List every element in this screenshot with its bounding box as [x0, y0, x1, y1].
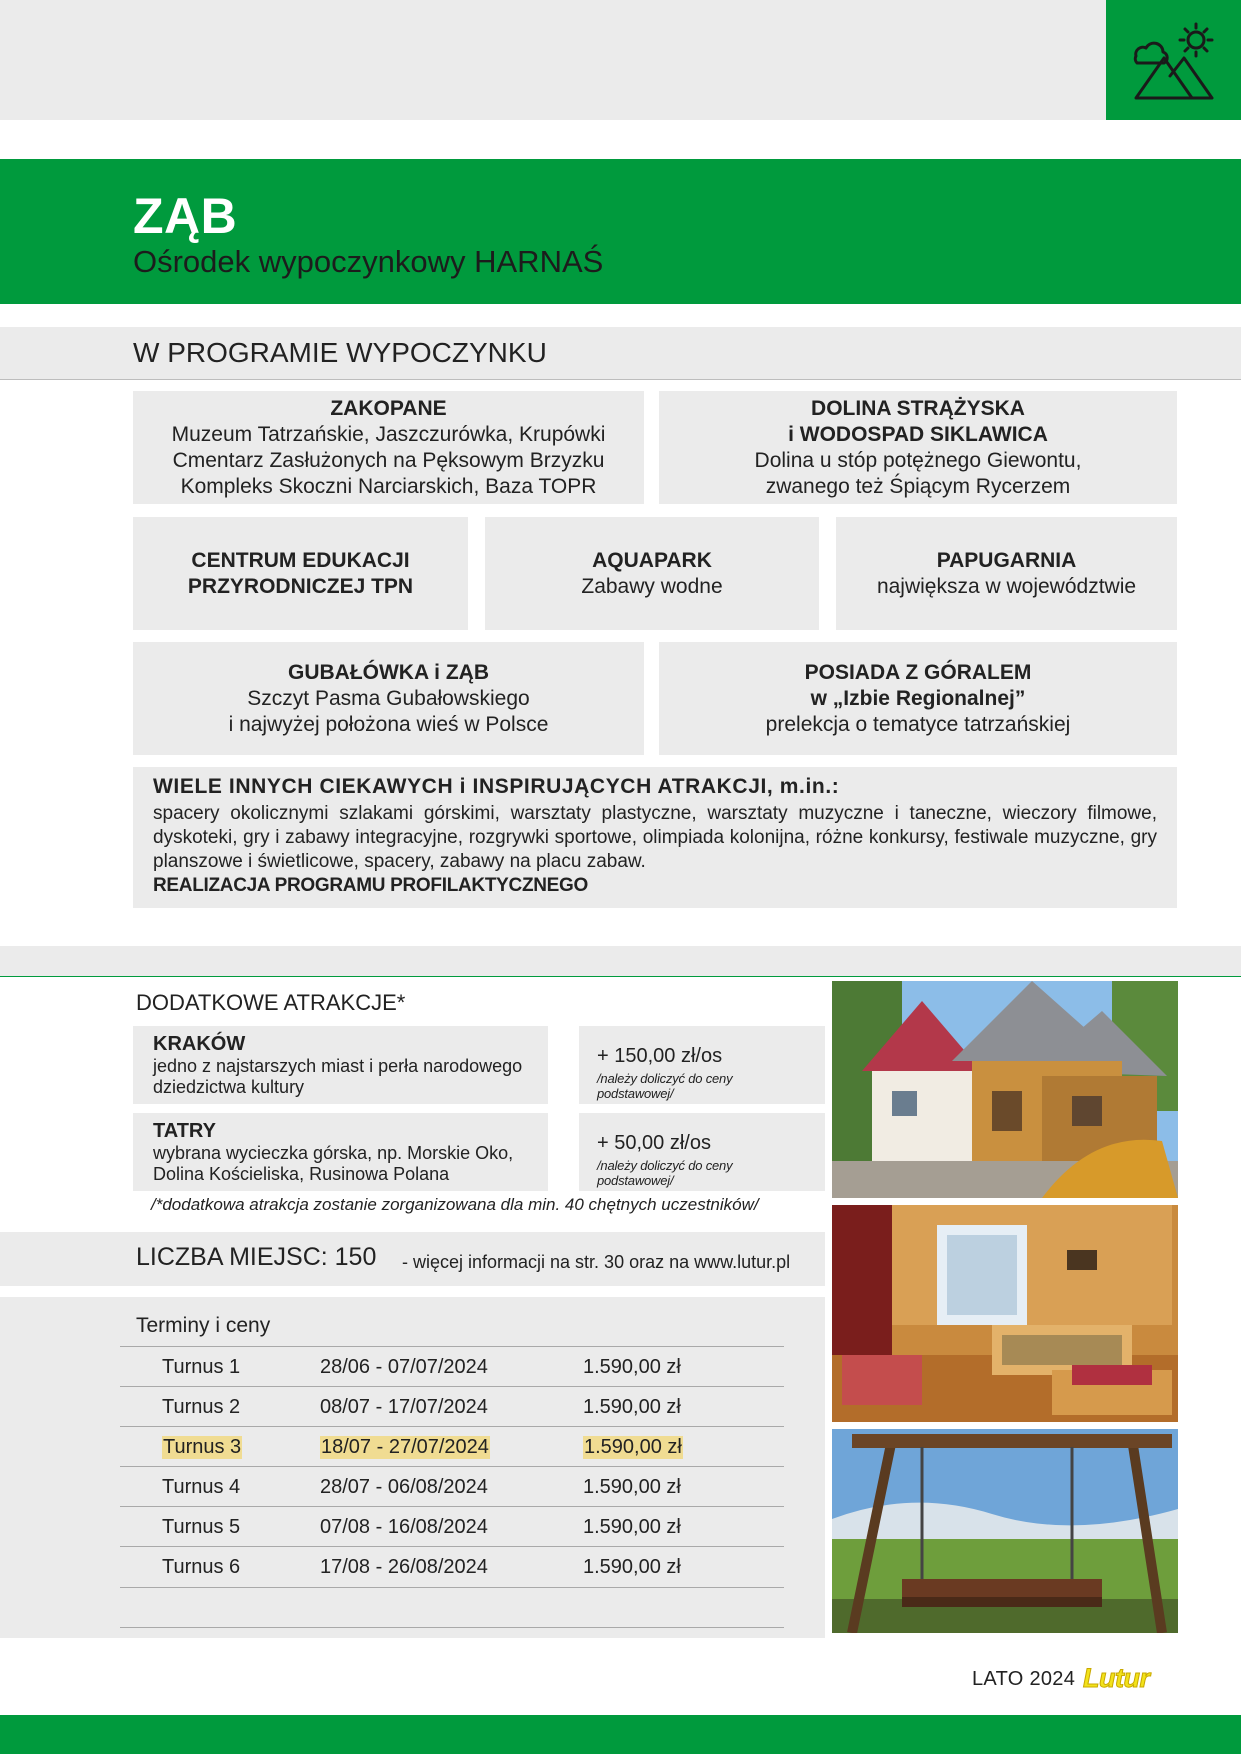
card-line: Szczyt Pasma Gubałowskiego	[247, 686, 530, 710]
photo-swing	[832, 1429, 1178, 1633]
card-title: ZAKOPANE	[330, 396, 447, 420]
turnus-dates: 17/08 - 26/08/2024	[320, 1556, 488, 1578]
program-title: W PROGRAMIE WYPOCZYNKU	[133, 337, 547, 368]
turnus-name: Turnus 2	[162, 1396, 241, 1418]
program-card-aquapark	[485, 517, 819, 630]
extra-name: TATRY	[153, 1120, 216, 1142]
extra-desc: jedno z najstarszych miast i perła narodowego	[153, 1056, 523, 1076]
turnus-dates: 28/06 - 07/07/2024	[320, 1356, 488, 1378]
card-line: prelekcja o tematyce tatrzańskiej	[765, 712, 1071, 736]
program-card-posiada	[659, 642, 1177, 755]
card-title: POSIADA Z GÓRALEM	[804, 660, 1032, 684]
extra-name: KRAKÓW	[153, 1033, 246, 1055]
places-info: - więcej informacji na str. 30 oraz na www.lutur.pl	[402, 1252, 791, 1272]
turnus-name: Turnus 6	[162, 1556, 241, 1578]
extra-tatry	[133, 1113, 548, 1191]
program-card-papugarnia	[836, 517, 1177, 630]
card-line: Zabawy wodne	[581, 574, 723, 598]
card-line: największa w województwie	[876, 574, 1137, 598]
card-title-2: i WODOSPAD SIKLAWICA	[788, 422, 1048, 446]
program-card-tpn	[133, 517, 468, 630]
card-title: CENTRUM EDUKACJI	[191, 548, 410, 572]
separator-band	[0, 946, 1241, 977]
table-divider	[120, 1587, 784, 1588]
turnus-price: 1.590,00 zł	[583, 1356, 681, 1378]
more-attractions-box	[133, 767, 1177, 908]
extra-desc: dziedzictwa kultury	[153, 1077, 305, 1097]
turnus-name: Turnus 5	[162, 1516, 241, 1538]
turnus-dates: 07/08 - 16/08/2024	[320, 1516, 488, 1538]
card-line: Kompleks Skoczni Narciarskich, Baza TOPR	[180, 474, 597, 498]
places-count: LICZBA MIEJSC: 150	[136, 1243, 377, 1271]
extras-title: DODATKOWE ATRAKCJE*	[136, 990, 406, 1015]
extra-note: /należy doliczyć do ceny podstawowej/	[597, 1158, 733, 1188]
more-attractions-title: WIELE INNYCH CIEKAWYCH i INSPIRUJĄCYCH ATRAKCJI, m.in.:	[153, 775, 840, 798]
extra-desc: Dolina Kościeliska, Rusinowa Polana	[153, 1164, 450, 1184]
turnus-name: Turnus 1	[162, 1356, 241, 1378]
card-title: DOLINA STRĄŻYSKA	[811, 396, 1025, 420]
turnus-name: Turnus 4	[162, 1476, 241, 1498]
prevention-program: REALIZACJA PROGRAMU PROFILAKTYCZNEGO	[153, 875, 588, 896]
mountain-sun-cloud-icon	[1106, 0, 1241, 120]
table-divider	[120, 1627, 784, 1628]
page-title: ZĄB	[133, 188, 238, 244]
program-card-dolina	[659, 391, 1177, 504]
extras-footnote: /*dodatkowa atrakcja zostanie zorganizowana dla min. 40 chętnych uczestników/	[151, 1195, 759, 1214]
extra-tatry-price	[579, 1113, 825, 1191]
turnus-dates: 18/07 - 27/07/2024	[321, 1436, 489, 1458]
extra-price: + 150,00 zł/os	[597, 1045, 723, 1067]
turnus-price: 1.590,00 zł	[584, 1436, 682, 1458]
photo-building	[832, 981, 1178, 1198]
card-line: zwanego też Śpiącym Rycerzem	[765, 474, 1071, 498]
turnus-price: 1.590,00 zł	[583, 1556, 681, 1578]
table-row	[120, 1346, 784, 1387]
table-row	[120, 1466, 784, 1507]
footer-season: LATO 2024	[972, 1668, 1076, 1690]
table-row	[120, 1546, 784, 1587]
card-title: GUBAŁÓWKA i ZĄB	[287, 660, 490, 684]
category-logo	[1106, 0, 1241, 120]
more-attractions-text: spacery okolicznymi szlakami górskimi, warsztaty plastyczne, warsztaty muzyczne i taneczne, wieczory filmowe, dyskoteki, gry i zabawy integracyjne, rozgrywki sportowe, olimpiada kolonijna, różne konkursy, festiwale muzyczne, gry planszowe i świetlicowe, spacery, zabawy na placu zabaw.	[153, 803, 1157, 872]
extra-krakow-price	[579, 1026, 825, 1104]
extra-note: /należy doliczyć do ceny podstawowej/	[597, 1071, 733, 1101]
table-row	[120, 1506, 784, 1547]
turnus-name: Turnus 3	[163, 1436, 242, 1458]
extra-price: + 50,00 zł/os	[597, 1132, 711, 1154]
program-card-zakopane	[133, 391, 644, 504]
turnus-price: 1.590,00 zł	[583, 1396, 681, 1418]
turnus-price: 1.590,00 zł	[583, 1476, 681, 1498]
turnus-dates: 28/07 - 06/08/2024	[320, 1476, 488, 1498]
table-row	[120, 1426, 784, 1467]
card-line: Muzeum Tatrzańskie, Jaszczurówka, Krupówki	[171, 422, 606, 446]
turnus-price: 1.590,00 zł	[583, 1516, 681, 1538]
bottom-band	[0, 1715, 1241, 1754]
program-card-gubalowka	[133, 642, 644, 755]
card-line: i najwyżej położona wieś w Polsce	[228, 712, 549, 736]
turnus-dates: 08/07 - 17/07/2024	[320, 1396, 488, 1418]
top-band	[0, 0, 1106, 120]
table-row	[120, 1386, 784, 1427]
extra-krakow	[133, 1026, 548, 1104]
card-title-2: w „Izbie Regionalnej”	[810, 686, 1026, 710]
photo-room	[832, 1205, 1178, 1422]
brand-logo: Lutur	[1083, 1663, 1150, 1693]
extra-desc: wybrana wycieczka górska, np. Morskie Oko,	[153, 1143, 514, 1163]
card-title: AQUAPARK	[592, 548, 712, 572]
card-line: Cmentarz Zasłużonych na Pęksowym Brzyzku	[172, 448, 605, 472]
card-title-2: PRZYRODNICZEJ TPN	[187, 574, 414, 598]
card-title: PAPUGARNIA	[936, 548, 1077, 572]
card-line: Dolina u stóp potężnego Giewontu,	[754, 448, 1082, 472]
page-subtitle: Ośrodek wypoczynkowy HARNAŚ	[133, 244, 604, 279]
terms-title: Terminy i ceny	[136, 1314, 271, 1337]
